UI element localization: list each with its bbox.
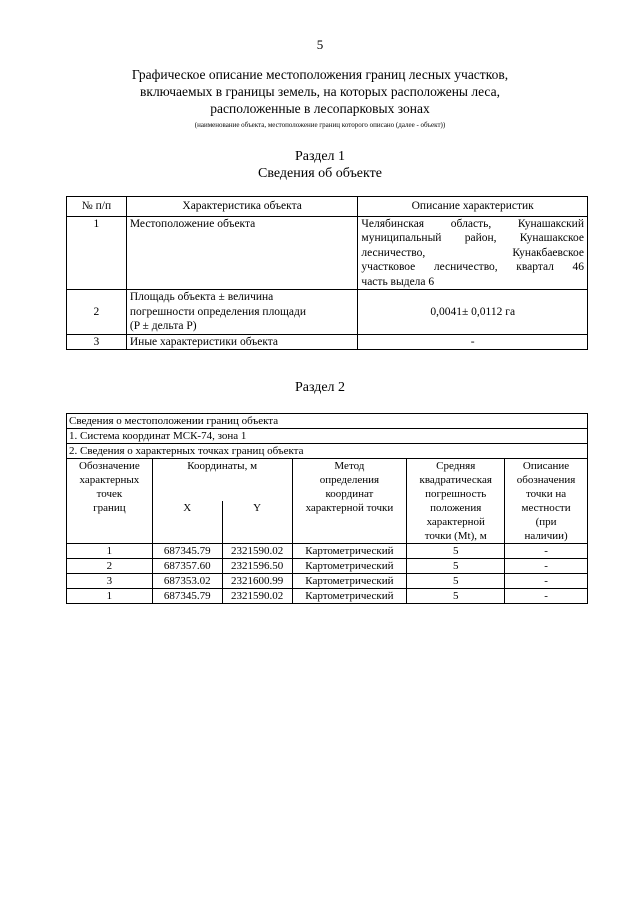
point-x: 687357.60 xyxy=(152,559,222,574)
header-error xyxy=(407,459,505,544)
header-line: характерной xyxy=(426,516,485,528)
point-y: 2321600.99 xyxy=(222,574,292,589)
header-coordinates: Координаты, м xyxy=(152,459,292,502)
header-line: Обозначение xyxy=(79,460,140,472)
row-number: 3 xyxy=(67,334,127,350)
description-line: Челябинская область, Кунашакский xyxy=(361,217,584,230)
header-line: обозначения xyxy=(516,474,576,486)
header-line: квадратическая xyxy=(419,474,492,486)
table-header-row xyxy=(67,459,588,502)
section2-heading: Раздел 2 xyxy=(294,380,346,395)
header-point xyxy=(67,459,153,544)
table-row xyxy=(67,544,588,559)
description-line: участковое лесничество, квартал 46 xyxy=(361,261,584,273)
title-note: (наименование объекта, местоположение границ которого описано (далее - объект)) xyxy=(194,121,446,129)
table-row xyxy=(67,216,588,290)
point-id: 1 xyxy=(67,544,153,559)
table-header-row xyxy=(67,197,588,217)
table-row xyxy=(67,334,588,350)
header-line: положения xyxy=(430,502,482,514)
header-point-description xyxy=(505,459,588,544)
table-row xyxy=(67,589,588,604)
point-error: 5 xyxy=(407,559,505,574)
table-row xyxy=(67,290,588,335)
point-method: Картометрический xyxy=(292,574,407,589)
header-line: точки (Mt), м xyxy=(424,530,487,542)
header-line: Средняя xyxy=(436,460,476,472)
table-row xyxy=(67,559,588,574)
point-error: 5 xyxy=(407,544,505,559)
section1-title: Раздел 1 xyxy=(294,149,346,164)
point-x: 687345.79 xyxy=(152,589,222,604)
point-y: 2321590.02 xyxy=(222,589,292,604)
header-line: координат xyxy=(325,488,374,500)
point-id: 3 xyxy=(67,574,153,589)
row-characteristic xyxy=(126,290,358,335)
row-description: 0,0041± 0,0112 га xyxy=(358,290,588,335)
header-line: Метод xyxy=(334,460,365,472)
header-method xyxy=(292,459,407,544)
header-line: определения xyxy=(319,474,380,486)
point-id: 2 xyxy=(67,559,153,574)
point-id: 1 xyxy=(67,589,153,604)
document-title xyxy=(40,66,600,117)
characteristic-line: Площадь объекта ± величина xyxy=(129,291,274,303)
row-description: - xyxy=(358,334,588,350)
point-method: Картометрический xyxy=(292,589,407,604)
header-line: характерных xyxy=(79,474,140,486)
row-number: 2 xyxy=(67,290,127,335)
header-x: X xyxy=(152,501,222,544)
point-description: - xyxy=(505,544,588,559)
row-description xyxy=(358,216,588,290)
header-line: точки на xyxy=(525,488,567,500)
header-line: наличии) xyxy=(524,530,568,542)
header-line: (при xyxy=(535,516,557,528)
point-error: 5 xyxy=(407,589,505,604)
row-characteristic: Местоположение объекта xyxy=(126,216,358,290)
header-line: местности xyxy=(521,502,571,514)
header-characteristic: Характеристика объекта xyxy=(126,197,358,217)
header-line: точек xyxy=(96,488,123,500)
point-y: 2321590.02 xyxy=(222,544,292,559)
section1-subtitle: Сведения об объекте xyxy=(258,166,382,181)
description-line: муниципальный район, Кунашакское xyxy=(361,232,584,244)
points-caption: 2. Сведения о характерных точках границ объекта xyxy=(67,444,588,459)
object-info-table xyxy=(66,196,588,350)
point-x: 687353.02 xyxy=(152,574,222,589)
page-number: 5 xyxy=(316,37,324,52)
header-line: погрешность xyxy=(425,488,487,500)
characteristic-line: погрешности определения площади xyxy=(129,305,307,318)
point-description: - xyxy=(505,559,588,574)
point-y: 2321596.50 xyxy=(222,559,292,574)
row-characteristic: Иные характеристики объекта xyxy=(126,334,358,350)
header-line: границ xyxy=(93,502,126,514)
coordinate-system: 1. Система координат МСК-74, зона 1 xyxy=(67,429,588,444)
table-row xyxy=(67,574,588,589)
point-x: 687345.79 xyxy=(152,544,222,559)
point-error: 5 xyxy=(407,574,505,589)
point-method: Картометрический xyxy=(292,559,407,574)
point-description: - xyxy=(505,589,588,604)
title-line: расположенные в лесопарковых зонах xyxy=(210,101,430,116)
boundary-caption: Сведения о местоположении границ объекта xyxy=(67,414,588,429)
section1-heading xyxy=(0,148,640,182)
title-line: Графическое описание местоположения границ лесных участков, xyxy=(131,67,509,82)
header-line: характерной точки xyxy=(305,502,394,514)
header-y: Y xyxy=(222,501,292,544)
point-description: - xyxy=(505,574,588,589)
row-number: 1 xyxy=(67,216,127,290)
point-method: Картометрический xyxy=(292,544,407,559)
title-line: включаемых в границы земель, на которых расположены леса, xyxy=(140,84,500,99)
description-line: часть выдела 6 xyxy=(361,275,435,288)
boundary-points-table xyxy=(66,413,588,604)
description-line: лесничество, Кунакбаевское xyxy=(361,246,584,259)
characteristic-line: (P ± дельта P) xyxy=(129,320,197,332)
header-line: Описание xyxy=(522,460,570,472)
header-description: Описание характеристик xyxy=(358,197,588,217)
header-number: № п/п xyxy=(67,197,127,217)
